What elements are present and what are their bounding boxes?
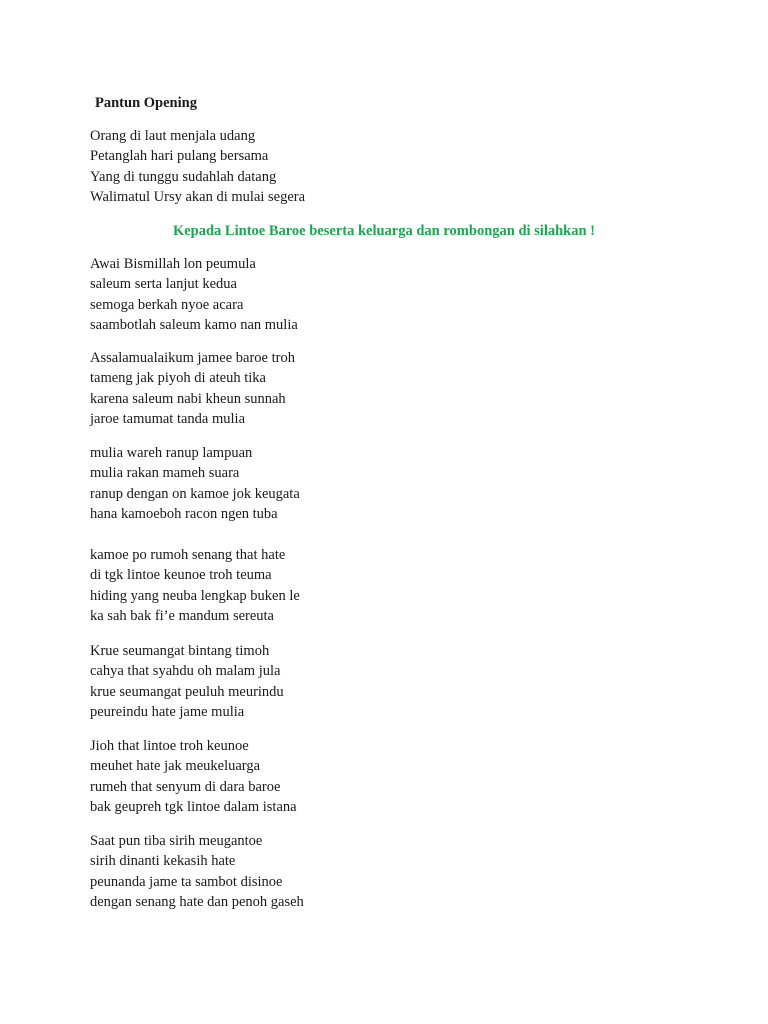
stanza-line: jaroe tamumat tanda mulia — [90, 410, 246, 427]
stanza-2 — [90, 254, 298, 335]
stanza-line: hiding yang neuba lengkap buken le — [90, 587, 300, 604]
stanza-1 — [90, 126, 305, 207]
stanza-3 — [90, 348, 295, 429]
stanza-line: krue seumangat peuluh meurindu — [90, 683, 284, 700]
stanza-line: mulia wareh ranup lampuan — [90, 445, 253, 461]
stanza-line: sirih dinanti kekasih hate — [90, 853, 236, 870]
stanza-line: Krue seumangat bintang timoh — [90, 643, 270, 659]
stanza-line: dengan senang hate dan penoh gaseh — [90, 893, 304, 910]
stanza-line: tameng jak piyoh di ateuh tika — [90, 370, 266, 387]
stanza-line: Saat pun tiba sirih meugantoe — [90, 833, 263, 849]
stanza-4 — [90, 443, 300, 524]
stanza-line: Assalamualaikum jamee baroe troh — [90, 350, 295, 366]
stanza-line: meuhet hate jak meukeluarga — [90, 758, 261, 775]
document-title: Pantun Opening — [95, 95, 197, 111]
stanza-line: Jioh that lintoe troh keunoe — [90, 738, 249, 754]
stanza-line: Awai Bismillah lon peumula — [90, 256, 256, 272]
stanza-line: hana kamoeboh racon ngen tuba — [90, 505, 278, 522]
stanza-8 — [90, 831, 304, 912]
stanza-line: saambotlah saleum kamo nan mulia — [90, 316, 298, 333]
invitation-line: Kepada Lintoe Baroe beserta keluarga dan rombongan di silahkan ! — [172, 223, 596, 239]
stanza-line: ka sah bak fi’e mandum sereuta — [90, 607, 274, 624]
stanza-line: kamoe po rumoh senang that hate — [90, 547, 286, 563]
stanza-line: peureindu hate jame mulia — [90, 703, 245, 720]
stanza-line: karena saleum nabi kheun sunnah — [90, 390, 286, 407]
stanza-6 — [90, 641, 284, 722]
stanza-line: Yang di tunggu sudahlah datang — [90, 168, 277, 185]
stanza-line: di tgk lintoe keunoe troh teuma — [90, 567, 272, 584]
stanza-line: mulia rakan mameh suara — [90, 465, 240, 482]
stanza-line: peunanda jame ta sambot disinoe — [90, 873, 283, 890]
stanza-line: Orang di laut menjala udang — [90, 128, 256, 144]
stanza-line: Walimatul Ursy akan di mulai segera — [90, 188, 306, 205]
stanza-line: ranup dengan on kamoe jok keugata — [90, 485, 300, 502]
stanza-line: cahya that syahdu oh malam jula — [90, 663, 281, 680]
stanza-line: semoga berkah nyoe acara — [90, 296, 244, 313]
stanza-7 — [90, 736, 297, 817]
stanza-line: bak geupreh tgk lintoe dalam istana — [90, 798, 297, 815]
stanza-line: rumeh that senyum di dara baroe — [90, 778, 281, 795]
stanza-5 — [90, 545, 300, 626]
stanza-line: Petanglah hari pulang bersama — [90, 148, 269, 165]
stanza-line: saleum serta lanjut kedua — [90, 276, 237, 293]
